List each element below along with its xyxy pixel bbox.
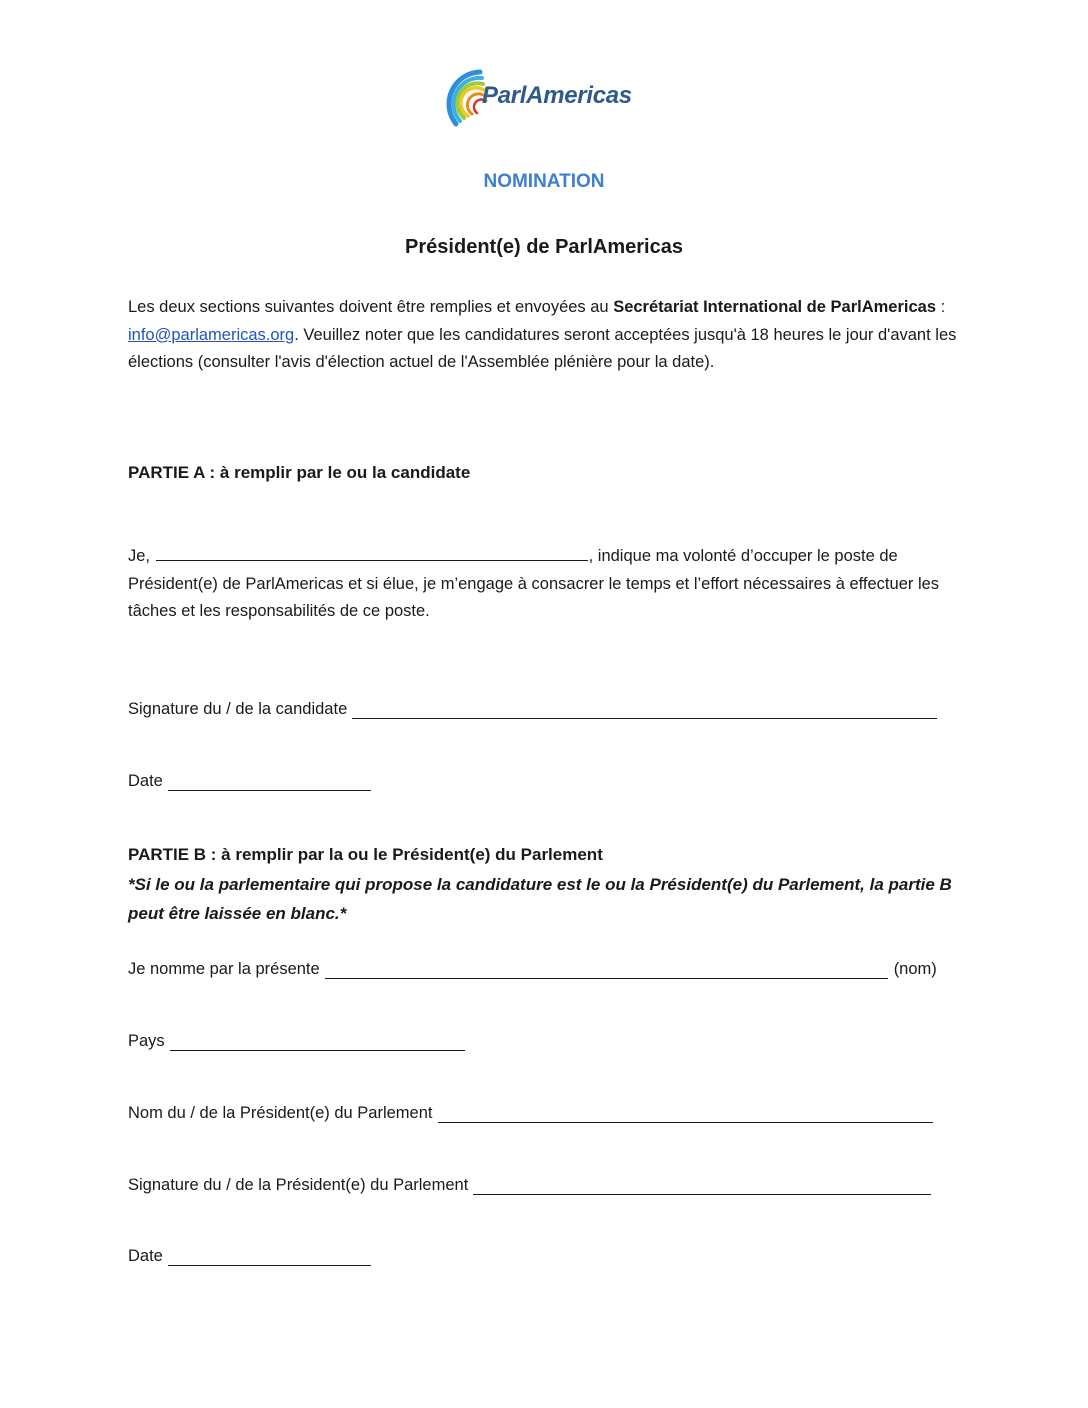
- part-a-heading: PARTIE A : à remplir par le ou la candidate: [128, 463, 471, 482]
- speaker-date-field[interactable]: [168, 1247, 371, 1266]
- candidate-signature-label: Signature du / de la candidate: [128, 700, 348, 718]
- speaker-name-label: Nom du / de la Président(e) du Parlement: [128, 1104, 433, 1122]
- nominate-suffix: (nom): [893, 960, 937, 978]
- nominate-row: [128, 960, 937, 982]
- intro-text-1: Les deux sections suivantes doivent être remplies et envoyées au: [128, 298, 614, 316]
- country-field[interactable]: [170, 1032, 465, 1051]
- speaker-name-field[interactable]: [438, 1104, 933, 1123]
- speaker-signature-field[interactable]: [473, 1176, 931, 1195]
- candidate-date-field[interactable]: [168, 772, 371, 791]
- statement-text-after: , indique ma volonté d’occuper le poste de Président(e) de ParlAmericas et si élue, je m’engage à consacrer le temps et l’effort nécessaires à effectuer les tâches et les responsabilités de ce poste.: [128, 547, 940, 621]
- part-a-statement: [128, 543, 958, 626]
- speaker-signature-row: [128, 1176, 931, 1198]
- candidate-signature-field[interactable]: [352, 700, 937, 719]
- part-b-note: *Si le ou la parlementaire qui propose la candidature est le ou la Président(e) du Parlement, la partie B peut être laissée en blanc.*: [128, 875, 952, 923]
- nominate-label: Je nomme par la présente: [128, 960, 320, 978]
- intro-text-2: :: [936, 298, 946, 316]
- candidate-date-label: Date: [128, 772, 163, 790]
- candidate-name-field[interactable]: [156, 544, 588, 561]
- speaker-name-row: [128, 1104, 933, 1126]
- candidate-date-row: [128, 772, 371, 794]
- speaker-date-row: [128, 1247, 371, 1269]
- intro-text-3: . Veuillez noter que les candidatures seront acceptées jusqu'à 18 heures le jour d'avant les élections (consulter l'avis d'élection actuel de l'Assemblée plénière pour la date).: [128, 325, 957, 372]
- speaker-date-label: Date: [128, 1247, 163, 1265]
- parlamericas-logo: [440, 66, 652, 128]
- document-title: NOMINATION: [483, 171, 605, 192]
- logo-text: ParlAmericas: [482, 82, 632, 109]
- speaker-signature-label: Signature du / de la Président(e) du Parlement: [128, 1176, 469, 1194]
- intro-paragraph: [128, 294, 958, 377]
- candidate-signature-row: [128, 700, 937, 722]
- country-label: Pays: [128, 1032, 165, 1050]
- document-subtitle: Président(e) de ParlAmericas: [405, 236, 683, 258]
- email-link[interactable]: info@parlamericas.org: [128, 325, 295, 344]
- statement-text-before: Je,: [128, 547, 155, 565]
- secretariat-name: Secrétariat International de ParlAmericas: [613, 298, 937, 316]
- country-row: [128, 1032, 465, 1054]
- nominee-name-field[interactable]: [325, 960, 888, 979]
- part-b-heading: PARTIE B : à remplir par la ou le Président(e) du Parlement: [128, 845, 603, 864]
